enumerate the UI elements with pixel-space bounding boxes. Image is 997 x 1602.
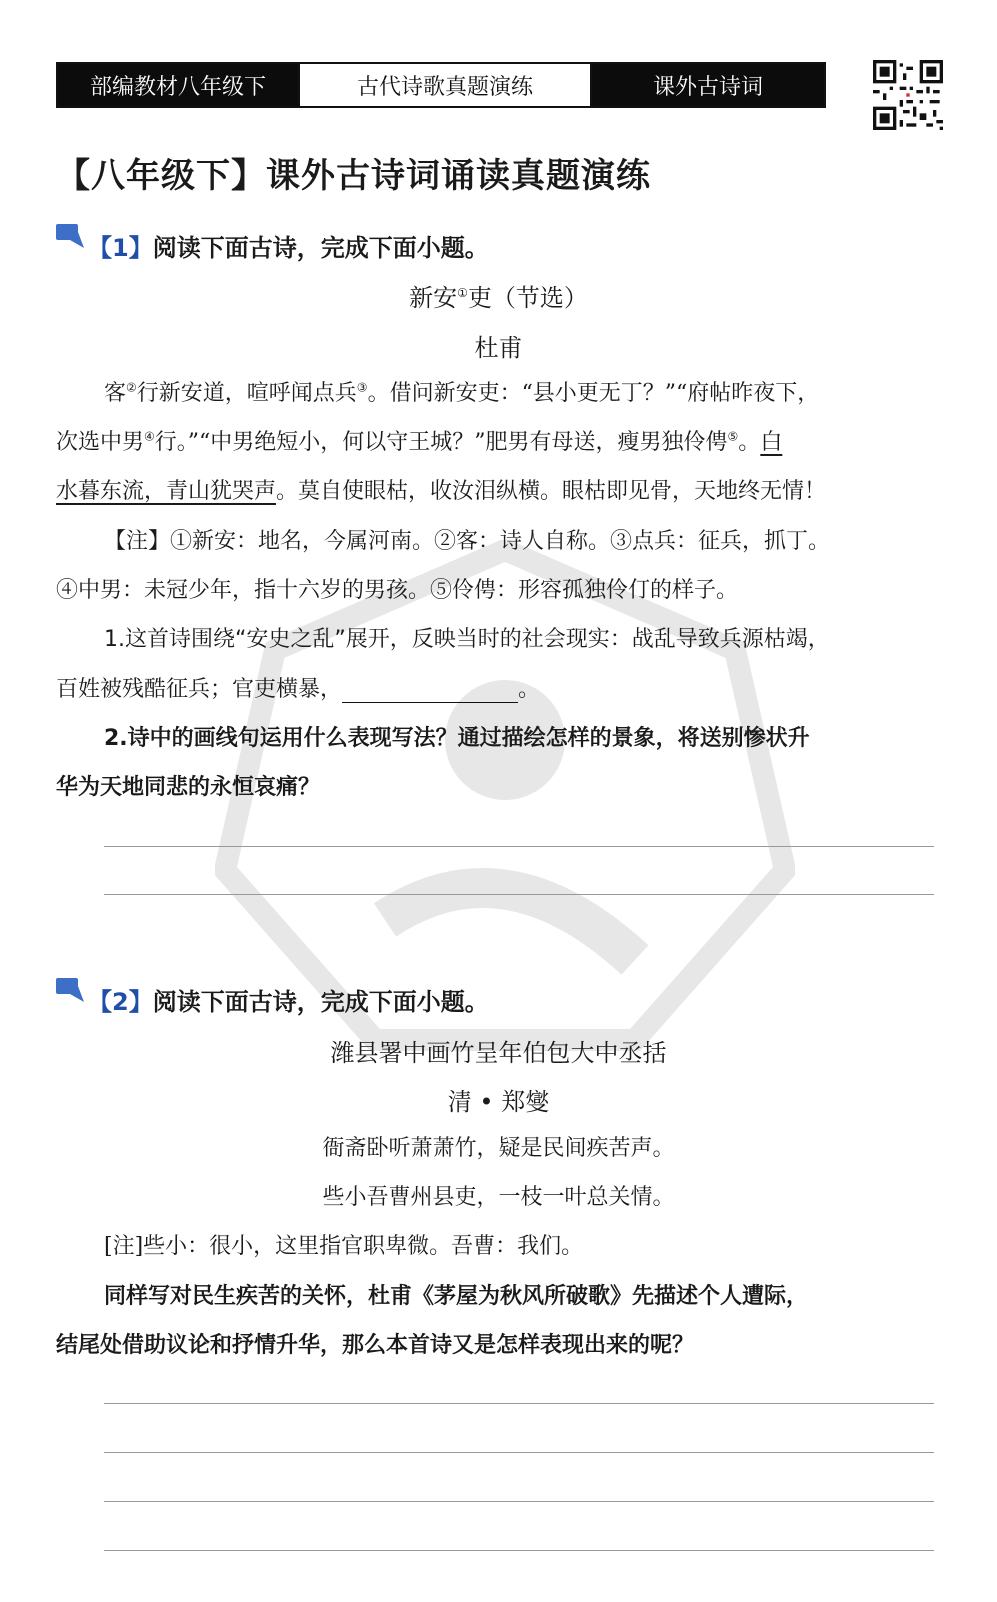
q1-l1sup2: ③ <box>356 380 368 395</box>
q2-poem-title: 潍县署中画竹呈年伯包大中丞括 <box>330 1039 667 1067</box>
q2-note <box>104 1229 946 1260</box>
header-bar <box>56 62 826 108</box>
q2-question-line1: 同样写对民生疾苦的关怀，杜甫《茅屋为秋风所破歌》先描述个人遭际， <box>104 1284 809 1309</box>
header-section: 课外古诗词 <box>592 64 824 106</box>
q1-underlined-start: 白 <box>760 430 783 455</box>
qr-code-icon[interactable] <box>873 60 943 130</box>
q1-l2sup2: ⑤ <box>727 429 739 444</box>
q1-sub2-line1: 2.诗中的画线句运用什么表现写法？通过描绘怎样的景象，将送别惨状升 <box>104 726 810 751</box>
q1-sub1end: 。 <box>518 677 541 702</box>
q2-author: 清 • 郑燮 <box>447 1088 550 1116</box>
q2-note-text: 些小：很小，这里指官职卑微。吾曹：我们。 <box>143 1234 584 1259</box>
header-grade: 部编教材八年级下 <box>58 64 298 106</box>
q1-l1sup: ② <box>126 380 137 395</box>
q2-number: 【2】 <box>88 988 153 1016</box>
answer-line[interactable] <box>104 1452 934 1453</box>
answer-line[interactable] <box>104 894 934 895</box>
q1-poem-title-sup: ① <box>457 286 468 300</box>
header-topic: 古代诗歌真题演练 <box>298 64 592 106</box>
q2-heading <box>56 982 489 1017</box>
q1-instruction: 阅读下面古诗，完成下面小题。 <box>152 234 489 262</box>
q1-sub1-line1: 1.这首诗围绕“安史之乱”展开，反映当时的社会现实：战乱导致兵源枯竭， <box>104 627 830 652</box>
q1-l1a: 客 <box>104 381 127 406</box>
answer-line[interactable] <box>104 846 934 847</box>
q1-sub2-line2: 华为天地同悲的永恒哀痛？ <box>56 775 321 800</box>
q1-underlined-sentence: 水暮东流，青山犹哭声 <box>56 479 277 504</box>
q2-question-line2: 结尾处借助议论和抒情升华，那么本首诗又是怎样表现出来的呢？ <box>56 1333 695 1358</box>
q1-l2a: 次选中男 <box>56 430 145 455</box>
q1-heading <box>56 228 489 263</box>
q1-l3b: 。莫自使眼枯，收汝泪纵横。眼枯即见骨，天地终无情！ <box>276 479 827 504</box>
q1-poem-line-3 <box>56 474 946 505</box>
q1-sub1-line2 <box>56 672 946 703</box>
answer-line[interactable] <box>104 1550 934 1551</box>
q1-poem-title-b: 吏（节选） <box>467 284 588 312</box>
q1-poem-line-2 <box>56 425 946 456</box>
q2-note-label: [注] <box>104 1234 144 1259</box>
q1-poem-line-1 <box>104 376 946 407</box>
q2-poem-line-1: 衙斋卧听萧萧竹，疑是民间疾苦声。 <box>322 1136 675 1161</box>
q1-l1c: 。借问新安吏：“县小更无丁？”“府帖昨夜下， <box>367 381 820 406</box>
q2-poem-line-2: 些小吾曹州县吏，一枝一叶总关情。 <box>322 1185 675 1210</box>
bookmark-flag-icon <box>56 976 84 1002</box>
q1-l2b: 行。”“中男绝短小，何以守王城？”肥男有母送，瘦男独伶俜 <box>154 430 728 455</box>
q2-instruction: 阅读下面古诗，完成下面小题。 <box>152 988 489 1016</box>
q1-poem-title <box>0 278 997 313</box>
q1-author: 杜甫 <box>474 334 523 362</box>
q1-note-2: ④中男：未冠少年，指十六岁的男孩。⑤伶俜：形容孤独伶仃的样子。 <box>56 578 739 603</box>
page-title: 【八年级下】课外古诗词诵读真题演练 <box>56 156 651 196</box>
answer-line[interactable] <box>104 1403 934 1404</box>
q1-sub1b: 百姓被残酷征兵；官吏横暴， <box>56 677 343 702</box>
q1-poem-title-a: 新安 <box>409 284 458 312</box>
q1-l2c: 。 <box>738 430 761 455</box>
q1-l1b: 行新安道，喧呼闻点兵 <box>136 381 357 406</box>
q1-l2sup: ④ <box>144 429 155 444</box>
bookmark-flag-icon <box>56 222 84 248</box>
answer-line[interactable] <box>104 1501 934 1502</box>
q1-note-1: 【注】①新安：地名，今属河南。②客：诗人自称。③点兵：征兵，抓丁。 <box>104 529 831 554</box>
answer-blank[interactable] <box>342 680 518 703</box>
q1-number: 【1】 <box>88 234 153 262</box>
